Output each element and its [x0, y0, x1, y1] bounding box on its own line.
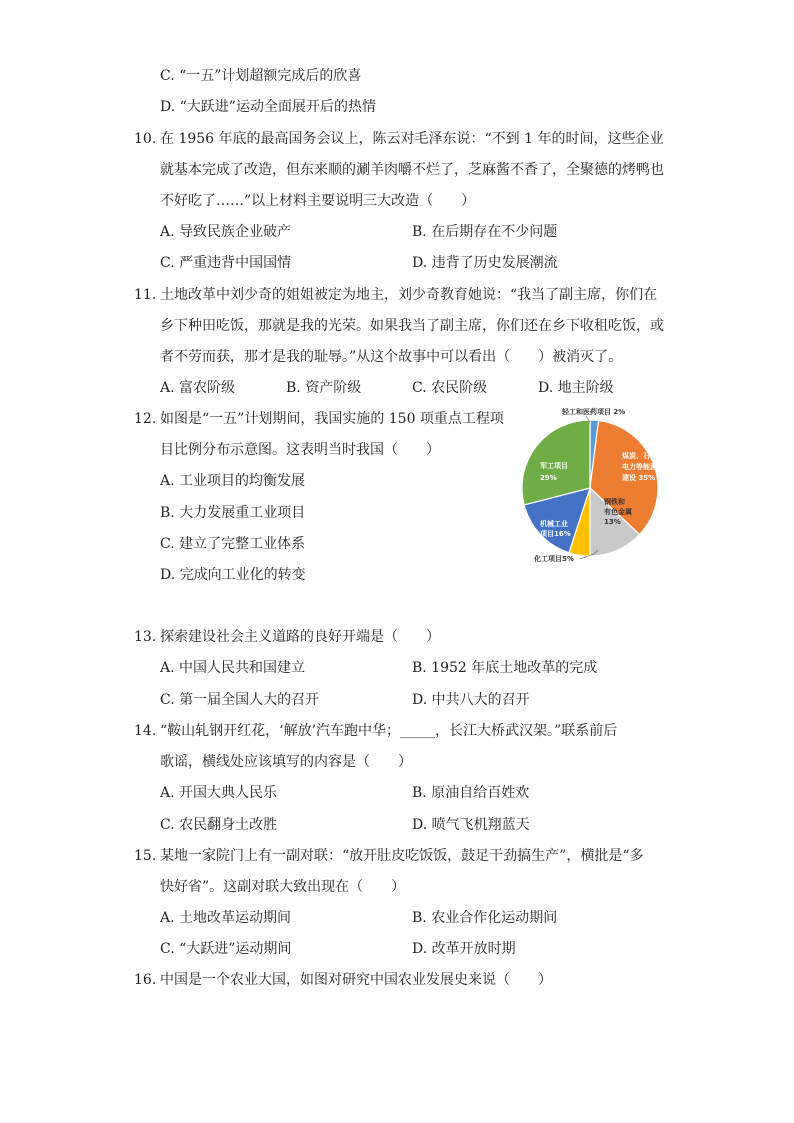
q11-option-b: B. 资产阶级: [286, 380, 362, 396]
q12-option-b: B. 大力发展重工业项目: [160, 505, 306, 521]
q13-option-d: D. 中共八大的召开: [412, 692, 530, 708]
q16-line-1: 中国是一个农业大国，如图对研究中国农业发展史来说（ ）: [160, 972, 552, 988]
q15-option-d: D. 改革开放时期: [412, 941, 516, 957]
q10-line-2: 就基本完成了改造，但东来顺的涮羊肉嚼不烂了，芝麻酱不香了，全聚德的烤鸭也: [160, 162, 664, 178]
q10-option-d: D. 违背了历史发展潮流: [412, 255, 558, 271]
q14-line-1: “鞍山轧钢开红花，‘解放’汽车跑中华；_____，长江大桥武汉架。”联系前后: [160, 723, 618, 739]
question-number-12: 12.: [134, 411, 157, 427]
q14-option-b: B. 原油自给百姓欢: [412, 785, 530, 801]
question-number-11: 11.: [134, 287, 157, 303]
q14-option-a: A. 开国大典人民乐: [160, 785, 278, 801]
question-number-10: 10.: [134, 131, 157, 147]
q12-line-2: 目比例分布示意图。这表明当时我国（ ）: [160, 442, 440, 458]
question-number-14: 14.: [134, 723, 157, 739]
q15-option-c: C. “大跃进”运动期间: [160, 941, 292, 957]
q10-line-3: 不好吃了……”以上材料主要说明三大改造（ ）: [160, 193, 476, 209]
pie-chart: [510, 402, 670, 572]
q14-option-d: D. 喷气飞机翔蓝天: [412, 817, 530, 833]
q13-option-b: B. 1952 年底土地改革的完成: [412, 660, 598, 676]
q13-line-1: 探索建设社会主义道路的良好开端是（ ）: [160, 629, 440, 645]
q11-option-d: D. 地主阶级: [538, 380, 614, 396]
option-d-prev: D. “大跃进”运动全面展开后的热情: [160, 99, 376, 115]
q10-option-c: C. 严重违背中国国情: [160, 255, 292, 271]
q10-line-1: 在 1956 年底的最高国务会议上，陈云对毛泽东说：“不到 1 年的时间，这些企业: [160, 131, 664, 147]
question-number-13: 13.: [134, 629, 157, 645]
label-energy-1: 煤炭、石油、: [622, 452, 664, 460]
label-mech-1: 机械工业: [540, 520, 568, 528]
question-number-15: 15.: [134, 848, 157, 864]
label-steel-3: 13%: [604, 518, 621, 526]
q15-option-a: A. 土地改革运动期间: [160, 910, 292, 926]
label-mech-2: 项目16%: [540, 530, 571, 538]
q12-option-d: D. 完成向工业化的转变: [160, 567, 306, 583]
q12-option-a: A. 工业项目的均衡发展: [160, 473, 306, 489]
pie-chart-svg: [510, 402, 670, 572]
q15-option-b: B. 农业合作化运动期间: [412, 910, 558, 926]
label-energy-3: 建设 35%: [622, 474, 656, 482]
q12-option-c: C. 建立了完整工业体系: [160, 536, 306, 552]
q13-option-c: C. 第一届全国人大的召开: [160, 692, 320, 708]
q10-option-a: A. 导致民族企业破产: [160, 224, 292, 240]
label-steel-1: 钢铁和: [604, 498, 625, 506]
label-energy-2: 电力等能源: [622, 463, 657, 471]
label-chemical: 化工项目5%: [534, 555, 574, 563]
q11-option-a: A. 富农阶级: [160, 380, 236, 396]
q11-line-2: 乡下种田吃饭，那就是我的光荣。如果我当了副主席，你们还在乡下收租吃饭，或: [160, 318, 664, 334]
q14-option-c: C. 农民翻身土改胜: [160, 817, 278, 833]
question-number-16: 16.: [134, 972, 157, 988]
label-military-1: 军工项目: [540, 462, 568, 470]
q11-line-3: 者不劳而获，那才是我的耻辱。”从这个故事中可以看出（ ）被消灭了。: [160, 349, 623, 365]
q10-option-b: B. 在后期存在不少问题: [412, 224, 558, 240]
label-light-industry: 轻工和医药项目 2%: [562, 408, 626, 416]
option-c-prev: C. “一五”计划超额完成后的欣喜: [160, 68, 362, 84]
q13-option-a: A. 中国人民共和国建立: [160, 660, 306, 676]
q15-line-1: 某地一家院门上有一副对联：“放开肚皮吃饭饭，鼓足干劲搞生产”，横批是“多: [160, 848, 644, 864]
q12-line-1: 如图是“一五”计划期间，我国实施的 150 项重点工程项: [160, 411, 504, 427]
q15-line-2: 快好省”。这副对联大致出现在（ ）: [160, 879, 406, 895]
q14-line-2: 歌谣，横线处应该填写的内容是（ ）: [160, 754, 412, 770]
q11-option-c: C. 农民阶级: [412, 380, 488, 396]
label-military-2: 29%: [540, 474, 557, 482]
label-steel-2: 有色金属: [604, 508, 632, 516]
q11-line-1: 土地改革中刘少奇的姐姐被定为地主，刘少奇教育她说：“我当了副主席，你们在: [160, 287, 658, 303]
